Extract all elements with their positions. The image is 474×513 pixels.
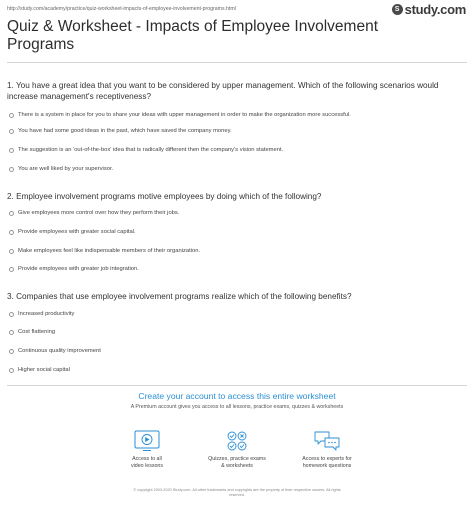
radio-icon[interactable] (9, 129, 14, 134)
divider (7, 62, 467, 63)
answer-text: You are well liked by your supervisor. (18, 166, 114, 172)
create-account-link[interactable]: Create your account to access this entire worksheet (138, 391, 336, 401)
feature-label (102, 456, 192, 470)
feature-line: homework questions (302, 462, 352, 469)
question-2: 2. Employee involvement programs motive employees by doing which of the following? (7, 192, 322, 201)
radio-icon[interactable] (9, 211, 14, 216)
answer-option[interactable] (9, 311, 74, 317)
divider (7, 385, 467, 386)
copyright-footer (0, 488, 474, 498)
footer-line: © copyright 2003-2020 Study.com. All other trademarks and copyrights are the property of their respective owners. All rights (133, 488, 341, 492)
answer-text: Give employees more control over how they perform their jobs. (18, 210, 180, 216)
answer-text: Make employees feel like indispensable members of their organization. (18, 248, 201, 254)
feature-line: Quizzes, practice exams (208, 456, 266, 462)
feature-quizzes (192, 430, 282, 470)
radio-icon[interactable] (9, 249, 14, 254)
logo-text: study.com (404, 2, 466, 17)
feature-label (282, 456, 372, 470)
radio-icon[interactable] (9, 349, 14, 354)
feature-line: & worksheets (221, 462, 253, 469)
answer-option[interactable] (9, 229, 136, 235)
chat-experts-icon (313, 430, 341, 452)
study-logo[interactable] (392, 2, 466, 17)
premium-description: A Premium account gives you access to all lessons, practice exams, quizzes & worksheets (130, 404, 344, 410)
answer-option[interactable] (9, 112, 351, 118)
answer-text: Provide employees with greater social capital. (18, 229, 136, 235)
answer-option[interactable] (9, 329, 55, 335)
answer-option[interactable] (9, 348, 101, 354)
feature-line: Access to experts for (302, 456, 352, 462)
radio-icon[interactable] (9, 330, 14, 335)
answer-text: The suggestion is an 'out-of-the-box' idea that is radically different then the company's vision statement. (18, 147, 284, 153)
radio-icon[interactable] (9, 267, 14, 272)
answer-option[interactable] (9, 367, 70, 373)
answer-text: Cost flattening (18, 329, 56, 335)
feature-video-lessons (102, 430, 192, 470)
answer-option[interactable] (9, 128, 232, 134)
radio-icon[interactable] (9, 113, 14, 118)
answer-text: You have had some good ideas in the past, which have saved the company money. (18, 128, 232, 134)
radio-icon[interactable] (9, 167, 14, 172)
answer-option[interactable] (9, 266, 139, 272)
answer-option[interactable] (9, 166, 113, 172)
feature-label (192, 456, 282, 470)
feature-line: video lessons (130, 462, 164, 469)
radio-icon[interactable] (9, 312, 14, 317)
video-lessons-icon (134, 430, 160, 452)
answer-text: Continuous quality improvement (18, 348, 101, 354)
footer-line: reserved. (229, 493, 245, 497)
answer-text: Higher social capital (18, 367, 70, 373)
answer-text: Provide employees with greater job integration. (18, 266, 139, 272)
radio-icon[interactable] (9, 230, 14, 235)
feature-line: Access to all (132, 456, 162, 462)
question-3: 3. Companies that use employee involvement programs realize which of the following benefits? (7, 292, 352, 301)
radio-icon[interactable] (9, 368, 14, 373)
answer-option[interactable] (9, 147, 283, 153)
feature-experts (282, 430, 372, 470)
question-1: 1. You have a great idea that you want to be considered by upper management. Which of the following scenarios would increase management's receptiveness? (7, 81, 439, 101)
answer-text: Increased productivity (18, 311, 75, 317)
answer-option[interactable] (9, 248, 200, 254)
answer-option[interactable] (9, 210, 179, 216)
page-title: Quiz & Worksheet - Impacts of Employee Involvement Programs (7, 18, 379, 53)
radio-icon[interactable] (9, 148, 14, 153)
answer-text: There is a system in place for you to share your ideas with upper management in order to make the organization more successful. (18, 112, 351, 118)
page-url: http://study.com/academy/practice/quiz-worksheet-impacts-of-employee-involvement-programs.html (7, 6, 236, 12)
logo-badge: S (392, 4, 403, 15)
quiz-worksheet-icon (224, 430, 250, 452)
